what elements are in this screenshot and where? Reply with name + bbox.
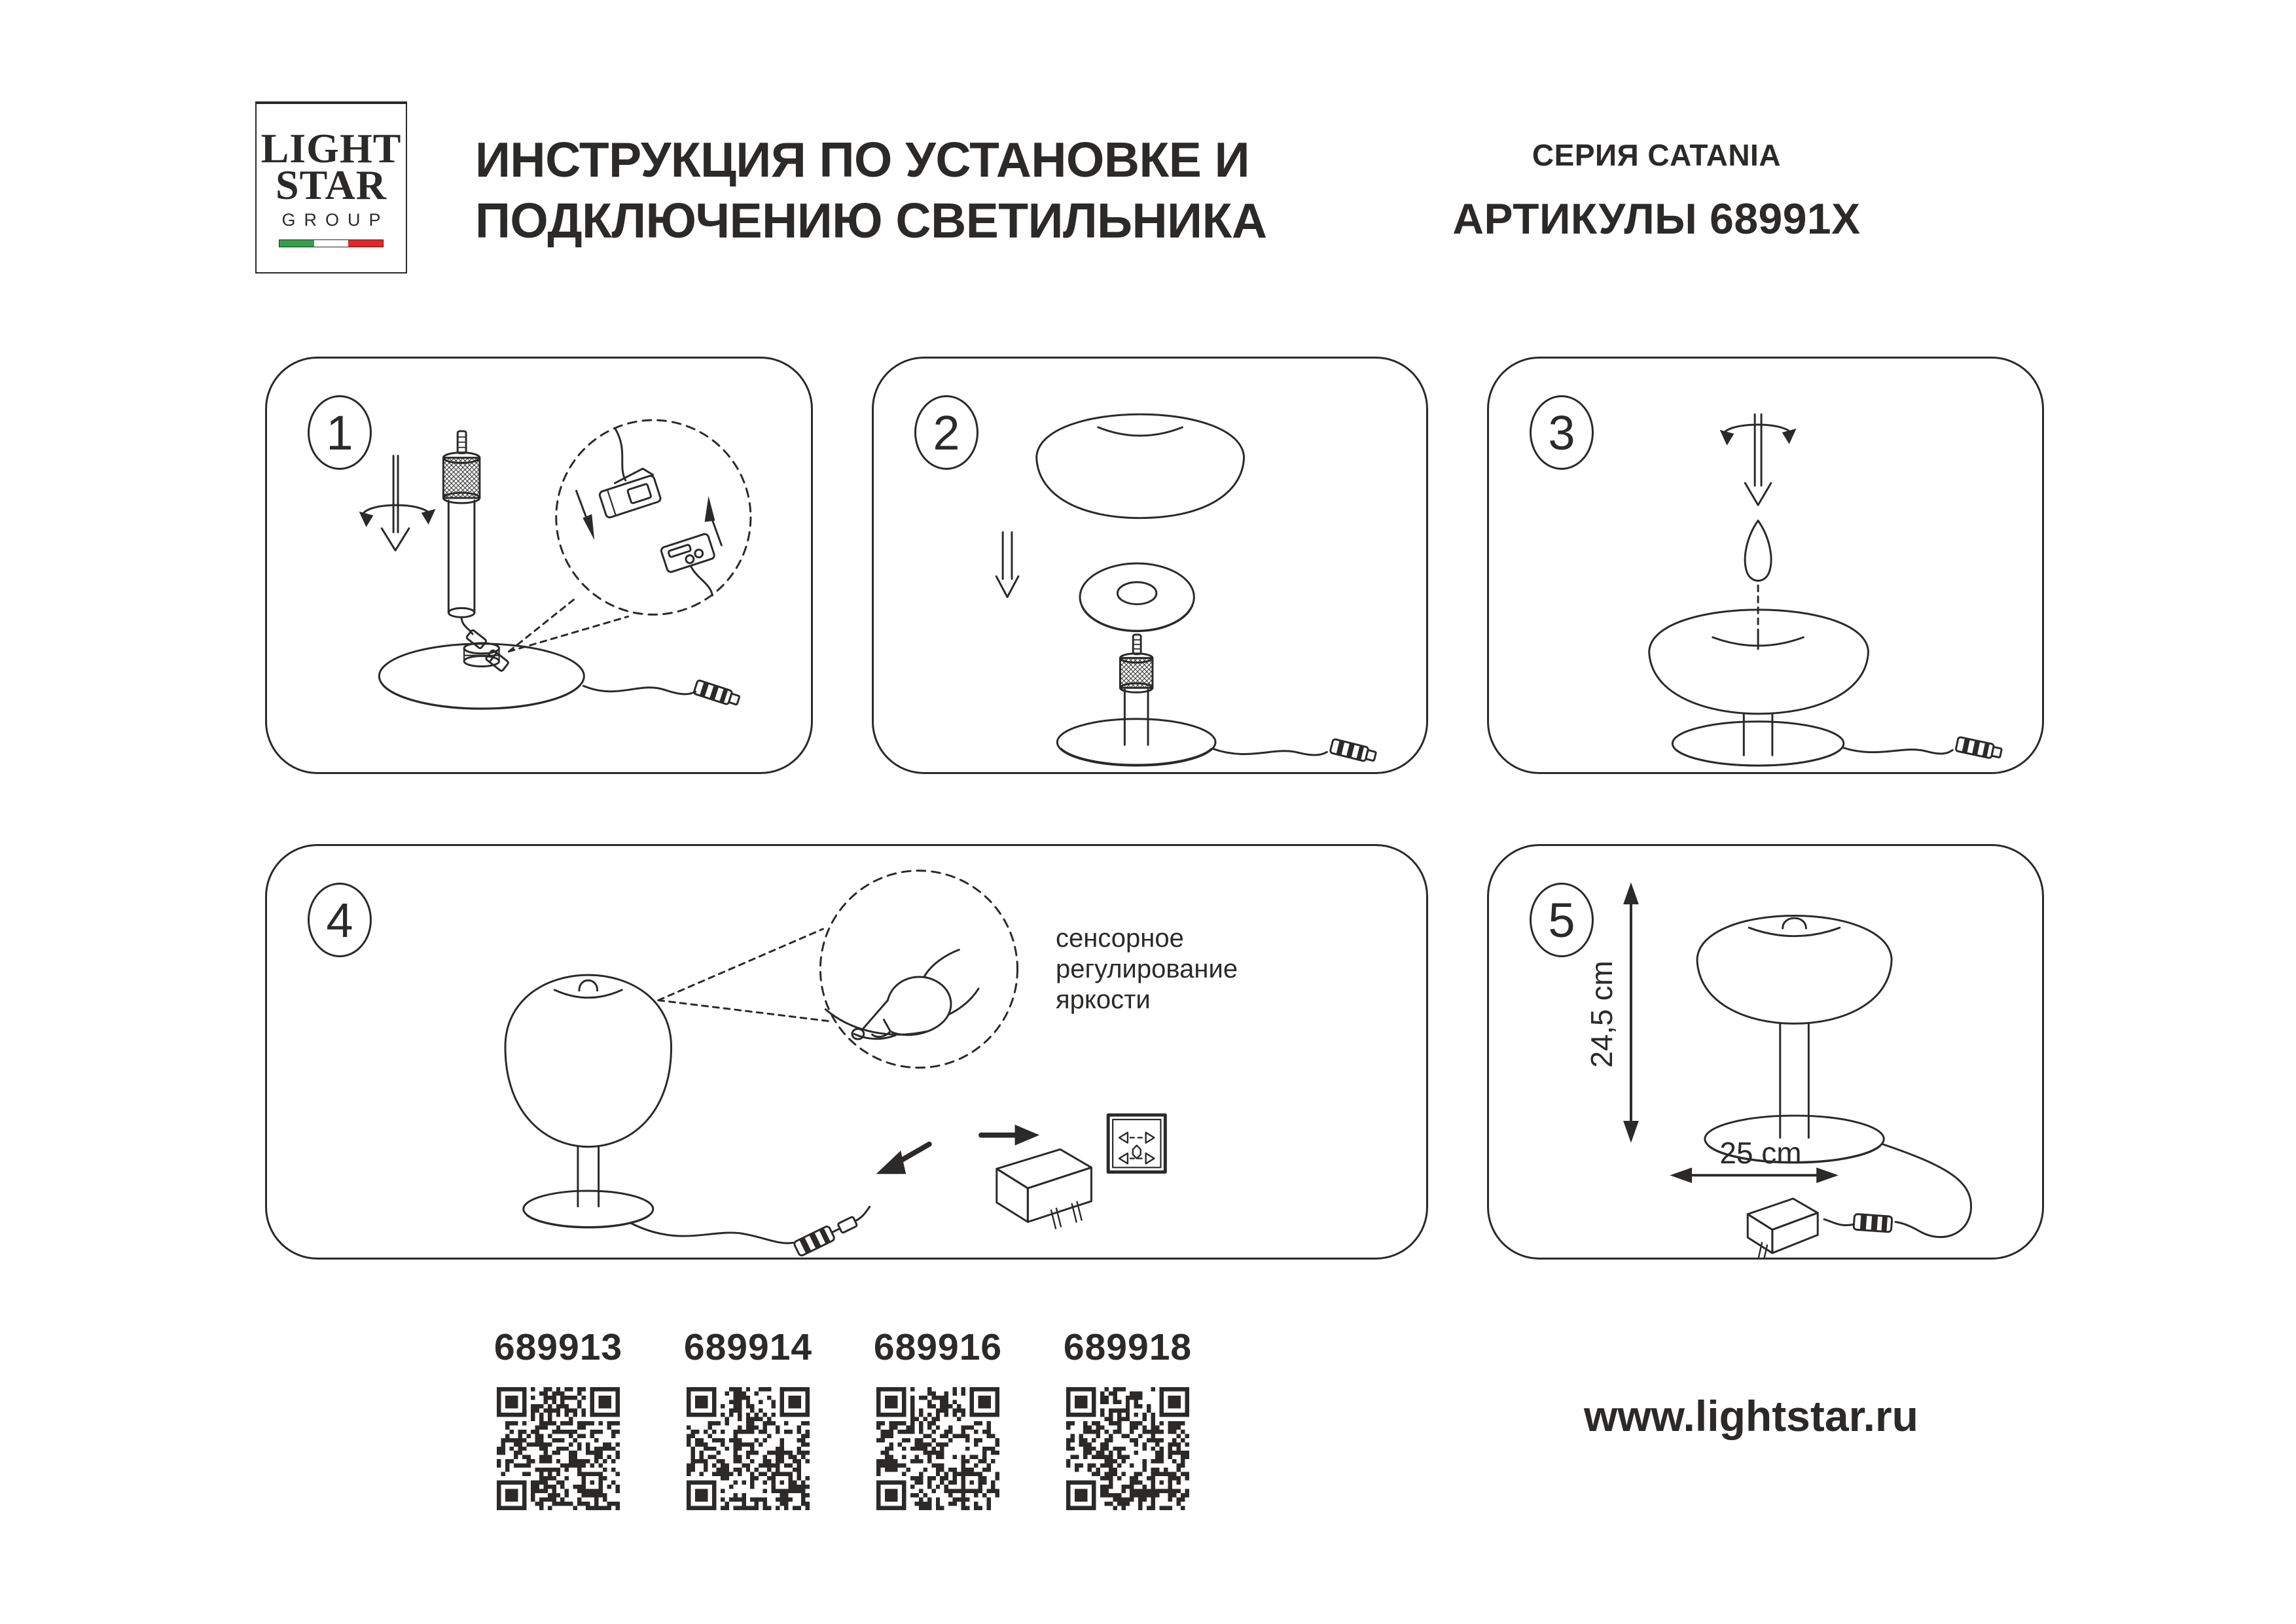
italian-flag-icon [279, 239, 384, 247]
qr-code [687, 1387, 810, 1510]
article-number: 689916 [873, 1326, 1003, 1368]
power-cable-plug [1842, 737, 2002, 760]
step-panel-1 [265, 357, 813, 774]
note-line-2: регулирование [1056, 955, 1238, 983]
lamp-base [379, 643, 584, 709]
power-adapter-icon [997, 1150, 1092, 1229]
height-dimension-arrow [1623, 882, 1639, 1142]
logo-word-group: GROUP [281, 210, 389, 230]
down-arrow-icon [996, 532, 1018, 597]
logo-word-light: LIGHT [260, 125, 402, 171]
rotate-down-arrow-icon [1720, 414, 1797, 505]
connector-detail-magnifier [576, 429, 726, 607]
flag-white [314, 240, 349, 247]
lightstar-logo [255, 101, 407, 274]
step-number-1: 1 [308, 395, 372, 470]
qr-code [1066, 1387, 1189, 1510]
rotate-arrow-icon [359, 456, 436, 551]
flag-green [279, 240, 314, 247]
articles-code: АРТИКУЛЫ 68991X [1452, 194, 1861, 243]
step-number-2: 2 [914, 395, 978, 470]
article-column [670, 1326, 827, 1510]
lamp-front-view [505, 975, 672, 1227]
note-line-3: яркости [1056, 985, 1151, 1014]
power-cable-plug [1213, 739, 1376, 764]
cable-inline-connector [631, 1206, 876, 1257]
washer-ring [1080, 563, 1194, 631]
magnifier-circle [820, 871, 1017, 1068]
title-line-1: ИНСТРУКЦИЯ ПО УСТАНОВКЕ И [475, 132, 1250, 187]
article-column [859, 1326, 1016, 1510]
article-number: 689918 [1063, 1326, 1193, 1368]
article-number: 689914 [683, 1326, 813, 1368]
step-number-4: 4 [308, 883, 372, 957]
pole-on-base [1057, 635, 1215, 766]
page-title [475, 130, 1267, 251]
bulb-icon [1745, 521, 1771, 649]
flag-red [348, 240, 383, 247]
step-panel-3 [1487, 357, 2044, 774]
plug-arrow-icon [981, 1125, 1039, 1146]
series-header [1427, 137, 1886, 243]
article-column [480, 1326, 637, 1510]
lamp-pole [443, 431, 479, 634]
touch-hand-icon [825, 949, 978, 1039]
series-name: СЕРИЯ CATANIA [1532, 138, 1782, 172]
step-panel-4 [265, 844, 1428, 1260]
touch-dimming-note [1056, 923, 1238, 1015]
magnifier-pointer-lines [658, 929, 829, 1021]
article-column [1049, 1326, 1206, 1510]
note-line-1: сенсорное [1056, 924, 1184, 953]
wall-socket-icon [1108, 1115, 1165, 1172]
step-panel-5 [1487, 844, 2044, 1260]
article-number: 689913 [493, 1326, 623, 1368]
qr-code [497, 1387, 620, 1510]
power-cable-plug [583, 680, 740, 707]
qr-code [876, 1387, 999, 1510]
height-dimension-label: 24,5 cm [1585, 961, 1619, 1068]
width-dimension-label: 25 cm [1719, 1136, 1802, 1170]
step-number-5: 5 [1530, 883, 1594, 957]
unplug-arrow-icon [876, 1144, 929, 1174]
lamp-shade [1037, 414, 1244, 518]
step-panel-2 [872, 357, 1428, 774]
assembled-lamp [1697, 915, 1892, 1162]
step4-diagram [267, 846, 1426, 1258]
title-line-2: ПОДКЛЮЧЕНИЮ СВЕТИЛЬНИКА [475, 193, 1267, 248]
logo-word-star: STAR [276, 162, 387, 208]
website-url: www.lightstar.ru [1584, 1392, 1918, 1440]
magnifier-pointer-lines [509, 600, 628, 652]
step-number-3: 3 [1530, 395, 1594, 470]
